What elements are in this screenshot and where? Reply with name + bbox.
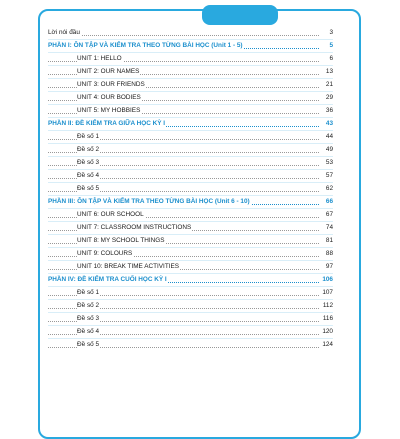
toc-item-row[interactable] xyxy=(48,52,333,65)
toc-page-number: 106 xyxy=(321,274,333,286)
toc-page-number: 88 xyxy=(325,248,333,260)
toc-page-number: 81 xyxy=(325,235,333,247)
toc-page-number: 29 xyxy=(325,92,333,104)
toc-page-number: 120 xyxy=(321,326,333,338)
toc-label: Đề số 2 xyxy=(77,300,100,312)
toc-item-row[interactable] xyxy=(48,234,333,247)
toc-page-number: 62 xyxy=(325,183,333,195)
leader-dots xyxy=(48,35,319,36)
toc-item-row[interactable] xyxy=(48,65,333,78)
toc-label: Đề số 2 xyxy=(77,144,100,156)
toc-page-number: 44 xyxy=(325,131,333,143)
toc-label: PHẦN I: ÔN TẬP VÀ KIỂM TRA THEO TỪNG BÀI HỌC (Unit 1 - 5) xyxy=(48,40,244,52)
toc-page-number: 13 xyxy=(325,66,333,78)
toc-label: Đề số 3 xyxy=(77,157,100,169)
toc-page-number: 53 xyxy=(325,157,333,169)
toc-item-row[interactable] xyxy=(48,260,333,273)
toc-page-number: 21 xyxy=(325,79,333,91)
toc-page-number: 116 xyxy=(322,313,333,325)
toc-item-row[interactable] xyxy=(48,338,333,351)
toc-label: Đề số 4 xyxy=(77,170,100,182)
header-tab xyxy=(202,5,278,25)
toc-item-row[interactable] xyxy=(48,91,333,104)
toc-page-number: 107 xyxy=(321,287,333,299)
toc-label: Lời nói đầu xyxy=(48,27,81,39)
toc-label: UNIT 4: OUR BODIES xyxy=(77,92,142,104)
toc-section-row[interactable] xyxy=(48,39,333,52)
toc-label: UNIT 8: MY SCHOOL THINGS xyxy=(77,235,165,247)
toc-page-number: 124 xyxy=(321,339,333,351)
toc-page-number: 6 xyxy=(328,53,333,65)
toc-item-row[interactable] xyxy=(48,221,333,234)
toc-section-row[interactable] xyxy=(48,195,333,208)
toc-item-row[interactable] xyxy=(48,182,333,195)
toc-label: PHẦN IV: ĐỀ KIỂM TRA CUỐI HỌC KỲ I xyxy=(48,274,168,286)
toc-page-number: 57 xyxy=(325,170,333,182)
toc-page-number: 5 xyxy=(328,40,333,52)
toc-label: Đề số 4 xyxy=(77,326,100,338)
toc-label: UNIT 10: BREAK TIME ACTIVITIES xyxy=(77,261,180,273)
toc-label: Đề số 1 xyxy=(77,131,100,143)
toc-row-intro[interactable] xyxy=(48,27,333,39)
toc-page-number: 112 xyxy=(322,300,333,312)
toc-label: UNIT 3: OUR FRIENDS xyxy=(77,79,146,91)
toc-label: UNIT 2: OUR NAMES xyxy=(77,66,140,78)
toc-page-number: 36 xyxy=(325,105,333,117)
toc-page-number: 3 xyxy=(328,27,333,39)
toc-page-number: 43 xyxy=(325,118,333,130)
table-of-contents xyxy=(48,27,333,351)
toc-item-row[interactable] xyxy=(48,78,333,91)
toc-page-number: 74 xyxy=(325,222,333,234)
toc-label: UNIT 5: MY HOBBIES xyxy=(77,105,141,117)
toc-parts xyxy=(48,39,333,351)
toc-item-row[interactable] xyxy=(48,104,333,117)
toc-section-row[interactable] xyxy=(48,273,333,286)
toc-page-number: 67 xyxy=(325,209,333,221)
toc-label: Đề số 5 xyxy=(77,183,100,195)
toc-page-number: 66 xyxy=(325,196,333,208)
toc-label: Đề số 5 xyxy=(77,339,100,351)
toc-page-number: 97 xyxy=(325,261,333,273)
toc-item-row[interactable] xyxy=(48,143,333,156)
toc-item-row[interactable] xyxy=(48,286,333,299)
toc-item-row[interactable] xyxy=(48,325,333,338)
toc-label: UNIT 6: OUR SCHOOL xyxy=(77,209,145,221)
toc-label: UNIT 1: HELLO xyxy=(77,53,123,65)
toc-label: PHẦN II: ĐỀ KIỂM TRA GIỮA HỌC KỲ I xyxy=(48,118,166,130)
toc-label: Đề số 1 xyxy=(77,287,100,299)
toc-label: Đề số 3 xyxy=(77,313,100,325)
toc-label: UNIT 9: COLOURS xyxy=(77,248,133,260)
toc-label: PHẦN III: ÔN TẬP VÀ KIỂM TRA THEO TỪNG BÀI HỌC (Unit 6 - 10) xyxy=(48,196,251,208)
toc-item-row[interactable] xyxy=(48,156,333,169)
toc-item-row[interactable] xyxy=(48,169,333,182)
toc-page-number: 49 xyxy=(325,144,333,156)
toc-item-row[interactable] xyxy=(48,299,333,312)
toc-label: UNIT 7: CLASSROOM INSTRUCTIONS xyxy=(77,222,192,234)
toc-item-row[interactable] xyxy=(48,247,333,260)
toc-item-row[interactable] xyxy=(48,312,333,325)
toc-item-row[interactable] xyxy=(48,208,333,221)
toc-item-row[interactable] xyxy=(48,130,333,143)
toc-section-row[interactable] xyxy=(48,117,333,130)
